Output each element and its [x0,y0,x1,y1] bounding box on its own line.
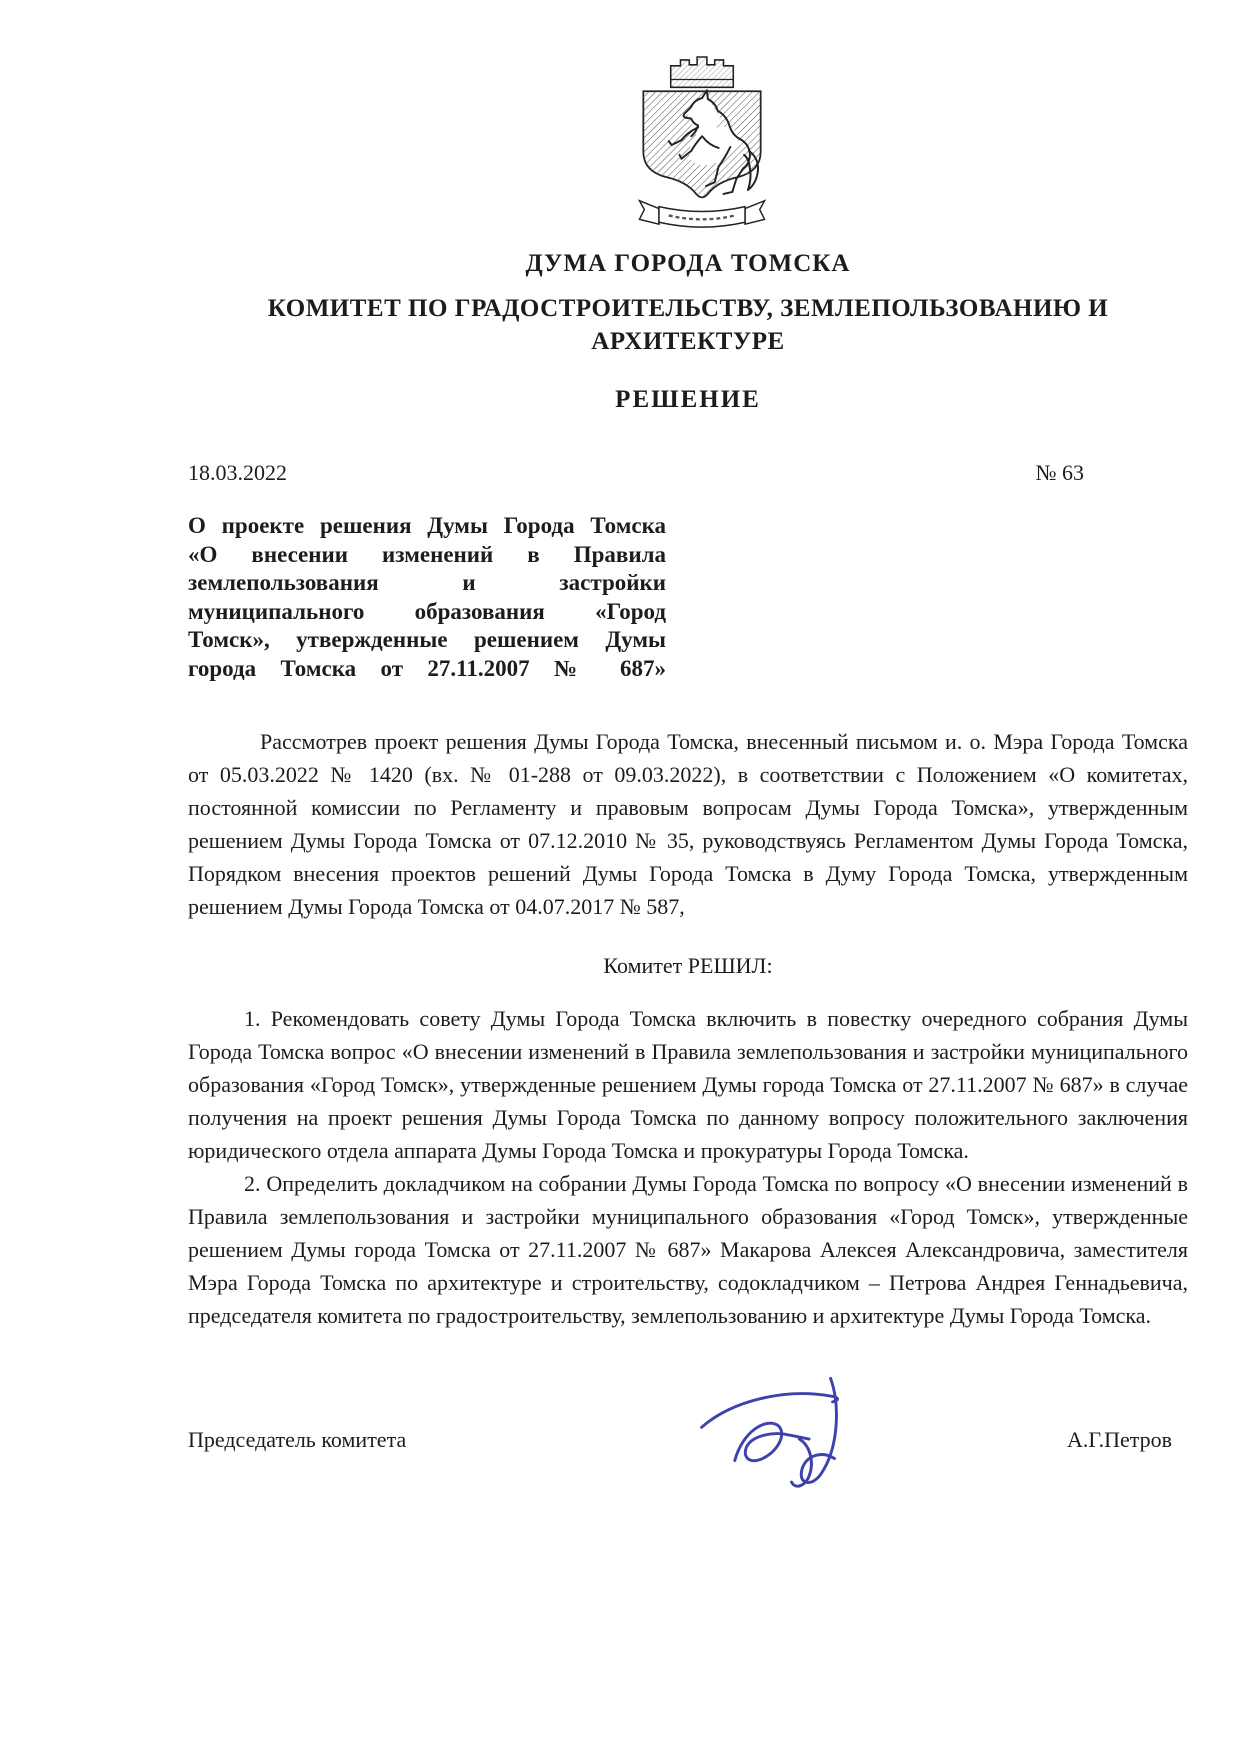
signer-position-label: Председатель комитета [188,1427,407,1452]
handwritten-signature [684,1366,899,1514]
document-subject [188,512,666,683]
document-type-heading: РЕШЕНИЕ [615,386,761,413]
tomsk-coat-of-arms [614,50,790,242]
resolution-item: 1. Рекомендовать совету Думы Города Томска включить в повестку очередного собрания Думы Города Томска вопрос «О внесении изменений в Правила землепользования и застройки муниципального образования «Город Томск», утвержденные решением Думы города Томска от 27.11.2007 № 687» в случае получения на проект решения Думы Города Томска по данному вопросу положительного заключения юридического отдела аппарата Думы Города Томска и прокуратуры Города Томска. [188,1006,1188,1163]
coat-of-arms-icon [614,50,790,242]
document-content [188,50,1188,1486]
subject-line: города Томска от 27.11.2007 № 687» [188,655,666,681]
resolution-heading: Комитет РЕШИЛ: [603,953,773,978]
subject-line: О проекте решения Думы Города Томска [188,513,666,538]
subject-line: Томск», утвержденные решением Думы [188,627,666,652]
document-number: № 63 [1035,460,1084,485]
meta-row [188,460,1188,486]
preamble-paragraph: Рассмотрев проект решения Думы Города Томска, внесенный письмом и. о. Мэра Города Томска от 05.03.2022 № 1420 (вх. № 01-288 от 09.03.2022), в соответствии с Положением «О комитетах, постоянной комиссии по Регламенту и правовым вопросам Думы Города Томска», утвержденным решением Думы Города Томска от 07.12.2010 № 35, руководствуясь Регламентом Думы Города Томска, Порядком внесения проектов решений Думы Города Томска в Думу Города Томска, утвержденным решением Думы Города Томска от 04.07.2017 № 587, [188,729,1188,919]
resolution-items [188,1002,1188,1332]
signer-name: А.Г.Петров [1066,1427,1172,1452]
crown-icon [671,57,734,87]
signature-block [188,1394,1188,1486]
document-date: 18.03.2022 [188,460,287,485]
ribbon-icon [639,201,764,227]
subject-line: землепользования и застройки [188,570,666,595]
committee-title: КОМИТЕТ ПО ГРАДОСТРОИТЕЛЬСТВУ, ЗЕМЛЕПОЛЬЗОВАНИЮ И АРХИТЕКТУРЕ [267,295,1109,355]
subject-line: муниципального образования «Город [188,598,666,624]
resolution-item: 2. Определить докладчиком на собрании Думы Города Томска по вопросу «О внесении изменений в Правила землепользования и застройки муниципального образования «Город Томск», утвержденные решением Думы города Томска от 27.11.2007 № 687» Макарова Алексея Александровича, заместителя Мэра Города Томска по архитектуре и строительству, содокладчиком – Петрова Андрея Геннадьевича, председателя комитета по градостроительству, землепользованию и архитектуре Думы Города Томска. [188,1171,1188,1328]
organization-title: ДУМА ГОРОДА ТОМСКА [525,250,851,277]
subject-line: «О внесении изменений в Правила [188,541,666,567]
